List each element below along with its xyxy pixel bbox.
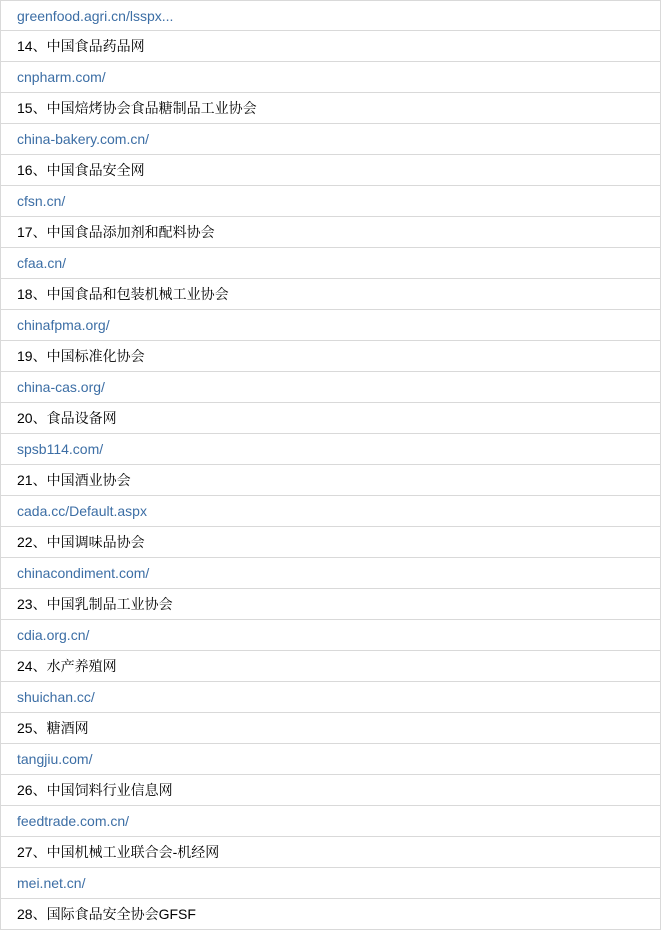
entry-name-row xyxy=(1,651,660,682)
entry-name-row xyxy=(1,31,660,62)
link-url[interactable]: cdia.org.cn/ xyxy=(17,627,90,643)
entry-name-row xyxy=(1,155,660,186)
entry-label: 23、中国乳制品工业协会 xyxy=(17,596,173,612)
entry-label: 18、中国食品和包装机械工业协会 xyxy=(17,286,229,302)
entry-label: 17、中国食品添加剂和配料协会 xyxy=(17,224,215,240)
link-row[interactable] xyxy=(1,248,660,279)
link-url[interactable]: chinacondiment.com/ xyxy=(17,565,150,581)
entry-label: 28、国际食品安全协会GFSF xyxy=(17,906,196,922)
entry-label: 24、水产养殖网 xyxy=(17,658,117,674)
entry-name-row xyxy=(1,837,660,868)
link-row[interactable] xyxy=(1,434,660,465)
entry-label: 15、中国焙烤协会食品糖制品工业协会 xyxy=(17,100,257,116)
entry-name-row xyxy=(1,93,660,124)
entry-name-row xyxy=(1,899,660,930)
link-url[interactable]: spsb114.com/ xyxy=(17,441,104,457)
link-url[interactable]: cnpharm.com/ xyxy=(17,69,106,85)
link-url[interactable]: mei.net.cn/ xyxy=(17,875,86,891)
link-url[interactable]: cfsn.cn/ xyxy=(17,193,66,209)
entry-name-row xyxy=(1,403,660,434)
link-url[interactable]: cada.cc/Default.aspx xyxy=(17,503,147,519)
link-url[interactable]: shuichan.cc/ xyxy=(17,689,95,705)
link-url[interactable]: cfaa.cn/ xyxy=(17,255,67,271)
entry-label: 14、中国食品药品网 xyxy=(17,38,145,54)
entry-name-row xyxy=(1,279,660,310)
link-row[interactable] xyxy=(1,310,660,341)
entry-name-row xyxy=(1,713,660,744)
link-row[interactable] xyxy=(1,868,660,899)
entry-name-row xyxy=(1,527,660,558)
link-url[interactable]: china-bakery.com.cn/ xyxy=(17,131,150,147)
entry-name-row xyxy=(1,589,660,620)
entry-label: 21、中国酒业协会 xyxy=(17,472,131,488)
entry-label: 25、糖酒网 xyxy=(17,720,89,736)
entry-name-row xyxy=(1,465,660,496)
link-row[interactable] xyxy=(1,682,660,713)
link-row[interactable] xyxy=(1,496,660,527)
entry-label: 16、中国食品安全网 xyxy=(17,162,145,178)
entry-name-row xyxy=(1,341,660,372)
entry-label: 19、中国标准化协会 xyxy=(17,348,145,364)
link-url[interactable]: greenfood.agri.cn/lsspx... xyxy=(17,8,174,24)
entry-label: 22、中国调味品协会 xyxy=(17,534,145,550)
link-row[interactable] xyxy=(1,186,660,217)
link-row[interactable] xyxy=(1,744,660,775)
entry-label: 27、中国机械工业联合会-机经网 xyxy=(17,844,220,860)
link-row[interactable] xyxy=(1,806,660,837)
link-url[interactable]: chinafpma.org/ xyxy=(17,317,110,333)
link-url[interactable]: china-cas.org/ xyxy=(17,379,105,395)
link-url[interactable]: feedtrade.com.cn/ xyxy=(17,813,130,829)
entry-name-row xyxy=(1,217,660,248)
link-row[interactable] xyxy=(1,62,660,93)
entry-label: 26、中国饲料行业信息网 xyxy=(17,782,173,798)
entry-name-row xyxy=(1,775,660,806)
link-row[interactable] xyxy=(1,0,660,31)
link-row[interactable] xyxy=(1,558,660,589)
link-row[interactable] xyxy=(1,124,660,155)
link-row[interactable] xyxy=(1,372,660,403)
link-url[interactable]: tangjiu.com/ xyxy=(17,751,93,767)
entry-label: 20、食品设备网 xyxy=(17,410,117,426)
link-row[interactable] xyxy=(1,620,660,651)
